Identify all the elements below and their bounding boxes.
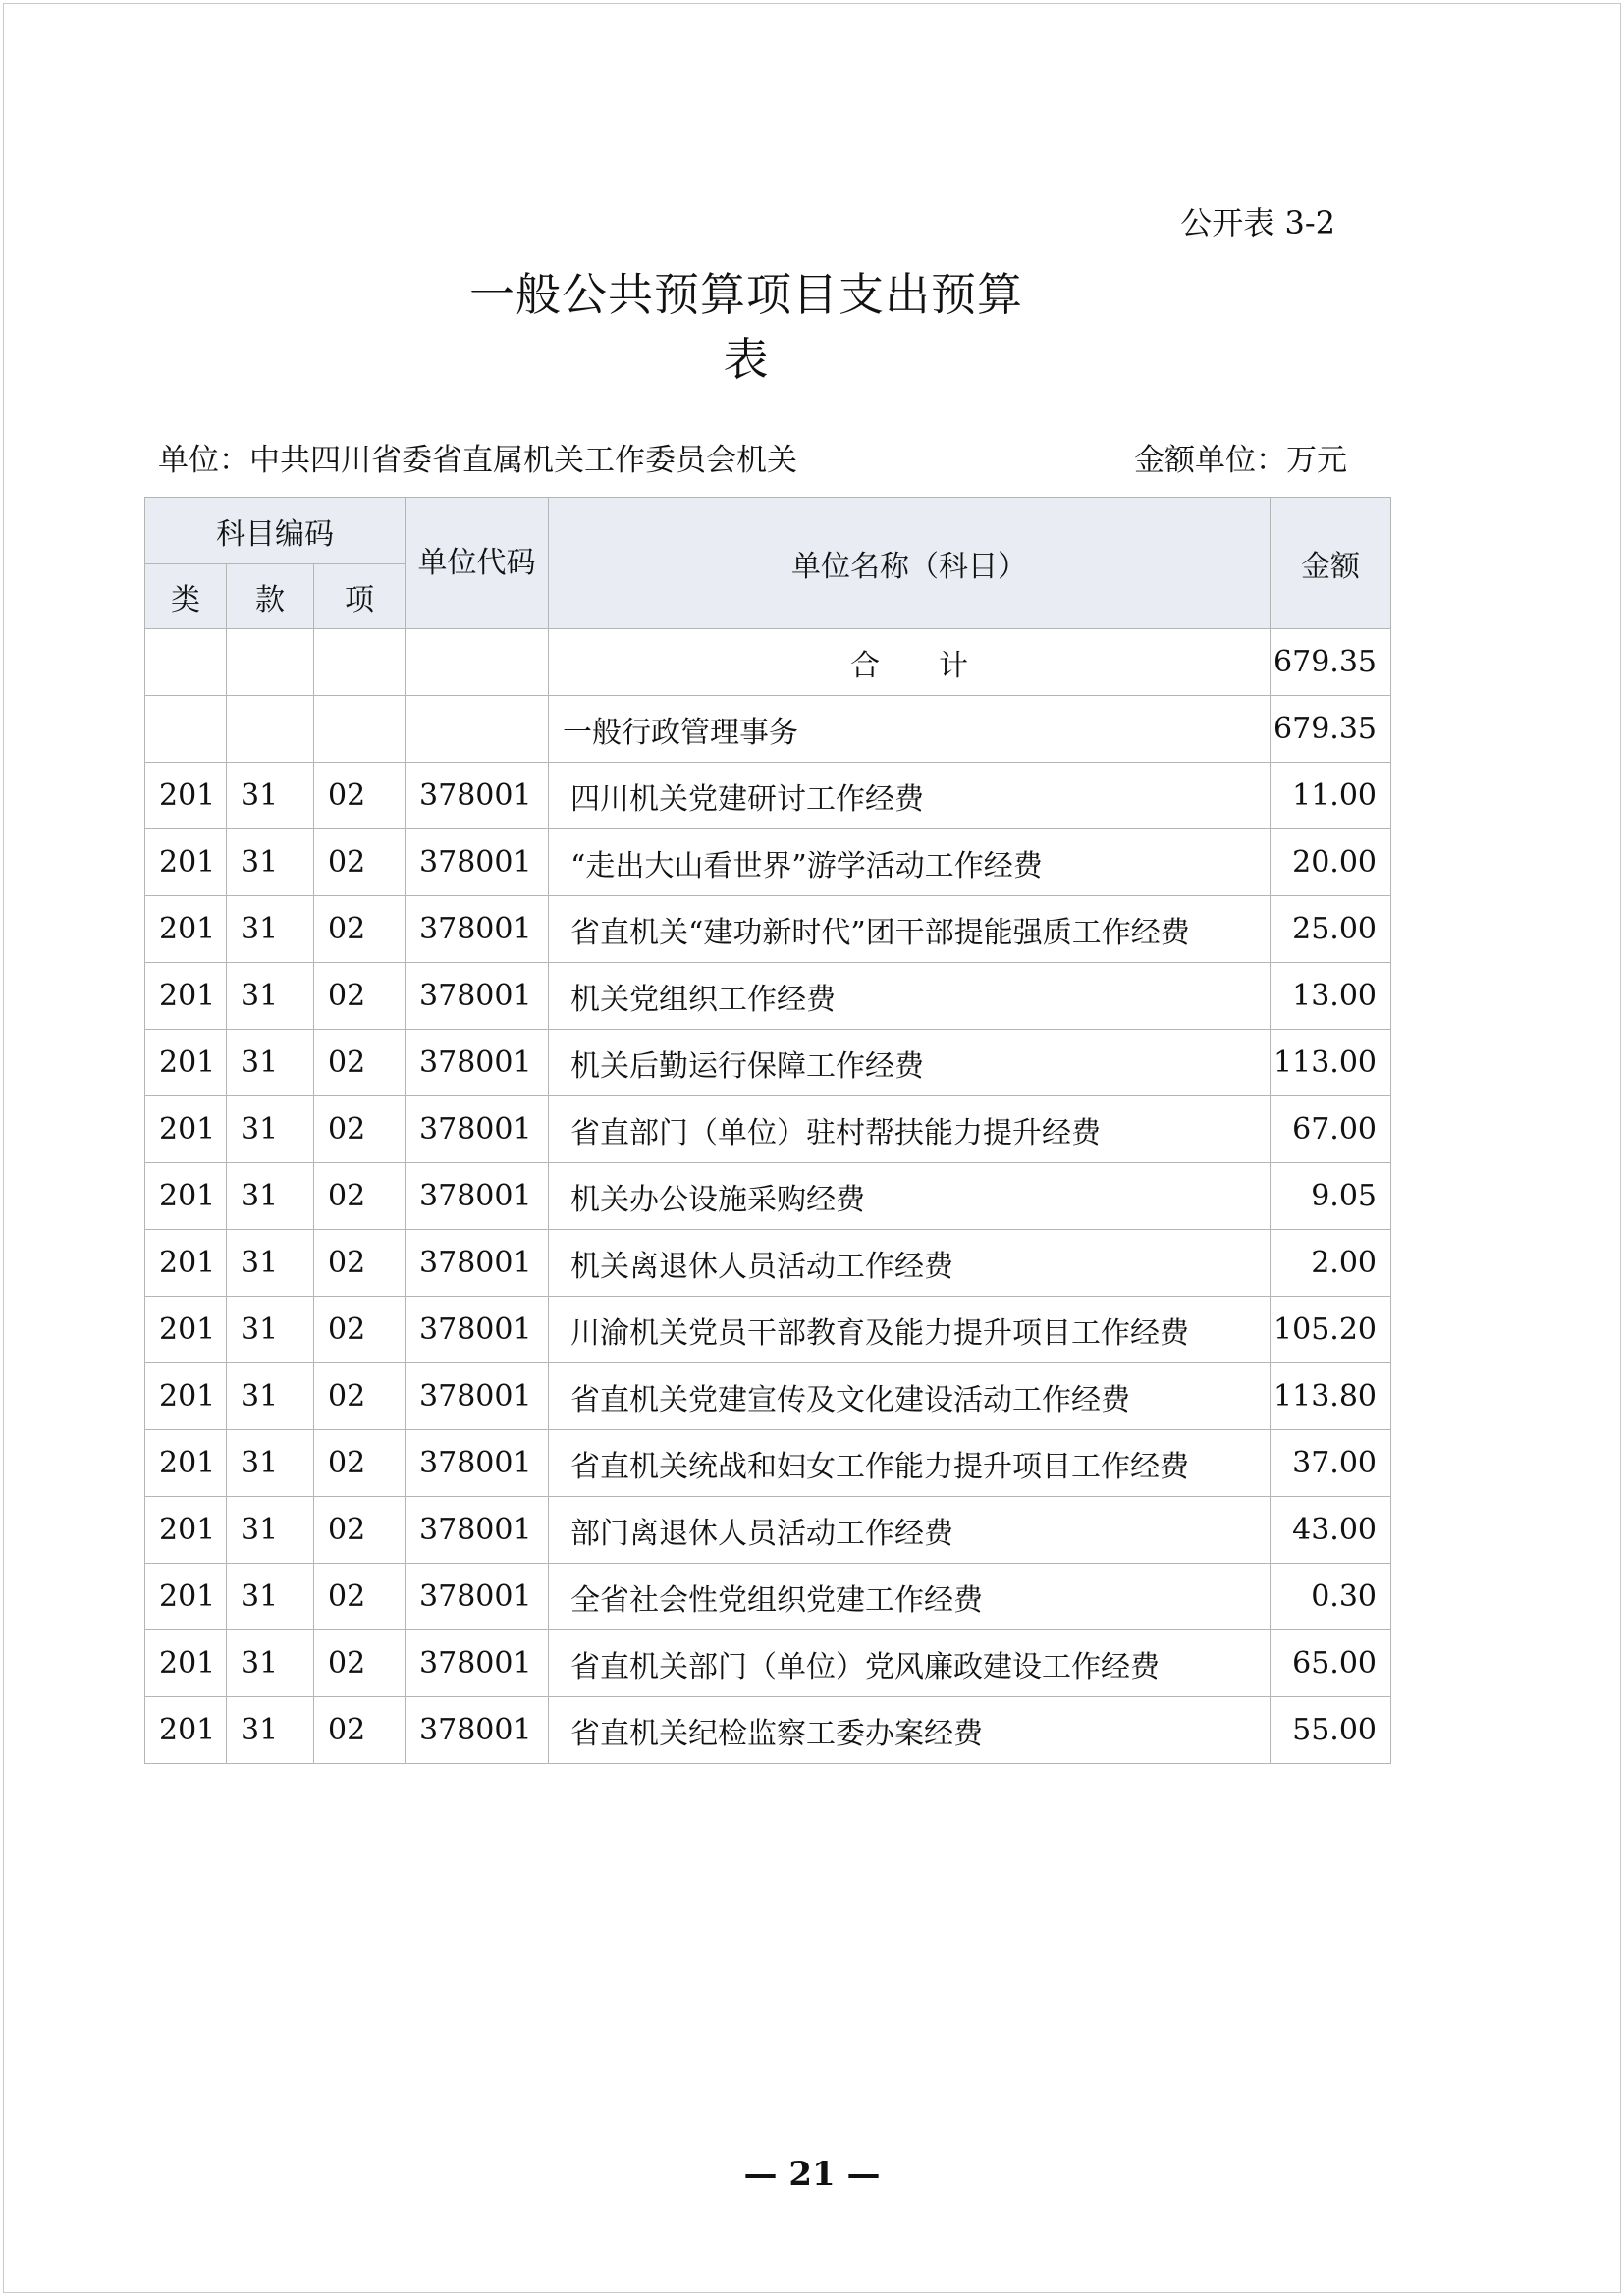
cell-amount: 65.00 [1271, 1630, 1391, 1697]
subtotal-section-cell [227, 696, 314, 763]
cell-class: 201 [145, 1430, 227, 1497]
cell-unit-code: 378001 [406, 829, 549, 896]
subtotal-amount: 679.35 [1271, 696, 1391, 763]
cell-section: 31 [227, 1564, 314, 1630]
cell-item: 02 [314, 829, 406, 896]
cell-amount: 113.00 [1271, 1030, 1391, 1096]
cell-item: 02 [314, 1163, 406, 1230]
cell-unit-code: 378001 [406, 1096, 549, 1163]
cell-amount: 0.30 [1271, 1564, 1391, 1630]
table-row [145, 1230, 1391, 1297]
cell-item-name: 部门离退休人员活动工作经费 [549, 1497, 1271, 1564]
table-row [145, 1430, 1391, 1497]
total-item-cell [314, 629, 406, 696]
cell-section: 31 [227, 896, 314, 963]
cell-unit-code: 378001 [406, 1630, 549, 1697]
total-unit-code-cell [406, 629, 549, 696]
cell-unit-code: 378001 [406, 1564, 549, 1630]
cell-class: 201 [145, 1697, 227, 1764]
cell-item-name: 省直机关部门（单位）党风廉政建设工作经费 [549, 1630, 1271, 1697]
cell-item-name: 四川机关党建研讨工作经费 [549, 763, 1271, 829]
cell-section: 31 [227, 963, 314, 1030]
page-title: 一般公共预算项目支出预算表 [469, 268, 1023, 386]
cell-item-name: 机关离退休人员活动工作经费 [549, 1230, 1271, 1297]
header-section: 款 [227, 564, 314, 629]
cell-amount: 11.00 [1271, 763, 1391, 829]
cell-unit-code: 378001 [406, 1697, 549, 1764]
cell-section: 31 [227, 1497, 314, 1564]
table-row [145, 1497, 1391, 1564]
cell-item: 02 [314, 963, 406, 1030]
cell-amount: 67.00 [1271, 1096, 1391, 1163]
header-class: 类 [145, 564, 227, 629]
total-row [145, 629, 1391, 696]
page-number: — 21 — [743, 2155, 881, 2194]
cell-unit-code: 378001 [406, 763, 549, 829]
cell-class: 201 [145, 829, 227, 896]
table-row [145, 1363, 1391, 1430]
unit-label: 单位：中共四川省委省直属机关工作委员会机关 [158, 443, 797, 478]
table-body [145, 629, 1391, 1764]
cell-unit-code: 378001 [406, 1230, 549, 1297]
cell-amount: 25.00 [1271, 896, 1391, 963]
cell-section: 31 [227, 1697, 314, 1764]
cell-section: 31 [227, 1030, 314, 1096]
cell-section: 31 [227, 1163, 314, 1230]
cell-section: 31 [227, 1363, 314, 1430]
cell-section: 31 [227, 1297, 314, 1363]
header-amount: 金额 [1271, 498, 1391, 629]
cell-unit-code: 378001 [406, 896, 549, 963]
table-row [145, 1564, 1391, 1630]
cell-item-name: 全省社会性党组织党建工作经费 [549, 1564, 1271, 1630]
cell-class: 201 [145, 1564, 227, 1630]
cell-section: 31 [227, 1430, 314, 1497]
cell-item-name: “走出大山看世界”游学活动工作经费 [549, 829, 1271, 896]
cell-class: 201 [145, 1630, 227, 1697]
cell-class: 201 [145, 1363, 227, 1430]
cell-amount: 55.00 [1271, 1697, 1391, 1764]
cell-class: 201 [145, 1297, 227, 1363]
subtotal-label: 一般行政管理事务 [549, 696, 1271, 763]
cell-class: 201 [145, 1030, 227, 1096]
cell-section: 31 [227, 829, 314, 896]
cell-unit-code: 378001 [406, 1363, 549, 1430]
cell-item: 02 [314, 1230, 406, 1297]
cell-item: 02 [314, 896, 406, 963]
cell-section: 31 [227, 1096, 314, 1163]
cell-unit-code: 378001 [406, 1030, 549, 1096]
cell-class: 201 [145, 1163, 227, 1230]
cell-unit-code: 378001 [406, 963, 549, 1030]
cell-item-name: 省直机关“建功新时代”团干部提能强质工作经费 [549, 896, 1271, 963]
cell-item-name: 机关党组织工作经费 [549, 963, 1271, 1030]
cell-section: 31 [227, 763, 314, 829]
cell-item-name: 机关办公设施采购经费 [549, 1163, 1271, 1230]
table-row [145, 1630, 1391, 1697]
subtotal-row [145, 696, 1391, 763]
cell-amount: 13.00 [1271, 963, 1391, 1030]
total-section-cell [227, 629, 314, 696]
cell-class: 201 [145, 1096, 227, 1163]
table-row [145, 829, 1391, 896]
header-item: 项 [314, 564, 406, 629]
cell-item: 02 [314, 1096, 406, 1163]
header-unit-code: 单位代码 [406, 498, 549, 629]
cell-amount: 37.00 [1271, 1430, 1391, 1497]
subtotal-class-cell [145, 696, 227, 763]
table-row [145, 1030, 1391, 1096]
subtotal-item-cell [314, 696, 406, 763]
cell-class: 201 [145, 963, 227, 1030]
cell-unit-code: 378001 [406, 1430, 549, 1497]
cell-item: 02 [314, 1297, 406, 1363]
cell-class: 201 [145, 896, 227, 963]
cell-item-name: 省直部门（单位）驻村帮扶能力提升经费 [549, 1096, 1271, 1163]
header-subject-code: 科目编码 [145, 498, 406, 564]
cell-unit-code: 378001 [406, 1163, 549, 1230]
table-row [145, 1297, 1391, 1363]
table-row [145, 963, 1391, 1030]
cell-amount: 105.20 [1271, 1297, 1391, 1363]
cell-item-name: 省直机关党建宣传及文化建设活动工作经费 [549, 1363, 1271, 1430]
cell-item: 02 [314, 1430, 406, 1497]
cell-section: 31 [227, 1630, 314, 1697]
cell-item-name: 川渝机关党员干部教育及能力提升项目工作经费 [549, 1297, 1271, 1363]
cell-item: 02 [314, 1564, 406, 1630]
cell-item: 02 [314, 1497, 406, 1564]
cell-item: 02 [314, 1697, 406, 1764]
cell-item: 02 [314, 763, 406, 829]
total-amount: 679.35 [1271, 629, 1391, 696]
table-row [145, 763, 1391, 829]
cell-amount: 9.05 [1271, 1163, 1391, 1230]
cell-item: 02 [314, 1630, 406, 1697]
cell-amount: 2.00 [1271, 1230, 1391, 1297]
total-label: 合 计 [549, 629, 1271, 696]
cell-item-name: 机关后勤运行保障工作经费 [549, 1030, 1271, 1096]
cell-class: 201 [145, 1497, 227, 1564]
budget-table [144, 497, 1391, 1764]
cell-amount: 113.80 [1271, 1363, 1391, 1430]
cell-amount: 43.00 [1271, 1497, 1391, 1564]
cell-item-name: 省直机关纪检监察工委办案经费 [549, 1697, 1271, 1764]
cell-class: 201 [145, 1230, 227, 1297]
table-row [145, 1697, 1391, 1764]
table-number: 公开表 3-2 [1180, 204, 1335, 241]
cell-unit-code: 378001 [406, 1497, 549, 1564]
cell-amount: 20.00 [1271, 829, 1391, 896]
cell-item: 02 [314, 1030, 406, 1096]
cell-unit-code: 378001 [406, 1297, 549, 1363]
cell-item: 02 [314, 1363, 406, 1430]
table-row [145, 1163, 1391, 1230]
subtotal-unit-code-cell [406, 696, 549, 763]
table-row [145, 896, 1391, 963]
cell-section: 31 [227, 1230, 314, 1297]
cell-item-name: 省直机关统战和妇女工作能力提升项目工作经费 [549, 1430, 1271, 1497]
amount-unit-label: 金额单位：万元 [1134, 443, 1347, 478]
header-unit-name: 单位名称（科目） [549, 498, 1271, 629]
total-class-cell [145, 629, 227, 696]
table-row [145, 1096, 1391, 1163]
cell-class: 201 [145, 763, 227, 829]
